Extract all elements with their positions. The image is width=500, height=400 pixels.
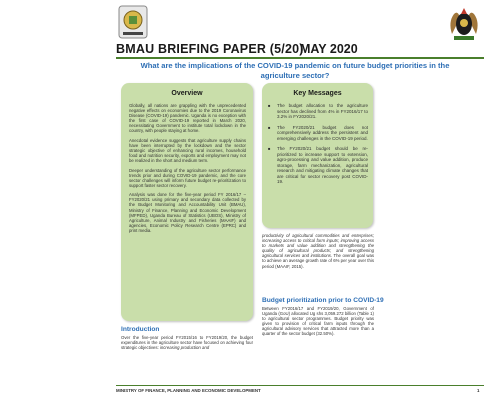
budget-prioritization-heading: Budget prioritization prior to COVID-19 — [262, 297, 384, 304]
paper-title: BMAU BRIEFING PAPER (5/20) — [116, 42, 304, 56]
uganda-coat-of-arms-icon — [444, 4, 484, 44]
paper-question: What are the implications of the COVID-19 pandemic on future budget priorities in the agriculture sector? — [140, 61, 450, 80]
key-messages-title: Key Messages — [293, 90, 342, 97]
page-number: 1 — [477, 388, 480, 393]
key-message-item: ■ The FY2020/21 budget should be re-prioritized to increase support to extension, agro-processing and value addition, produce storage, farm mechanization, agricultural research and mitigating climate changes that are critical for sector recovery post COVID-19. — [268, 146, 368, 185]
intro-continuation — [262, 233, 374, 269]
overview-paragraph: Analysis was done for the five-year period FY 2016/17 – FY2020/21 using primary and secondary data collected by the Budget Monitoring and Accountability Unit (BMAU), Ministry of Finance, Planning and Economic Development (MFPED), Uganda Bureau of Statistics (UBOS), Ministry of Agriculture, Animal Industry and Fisheries (MAAIF) and agencies, Economic Policy Research Centre (EPRC) and print media. — [129, 192, 246, 233]
ministry-emblem-icon — [116, 4, 150, 40]
title-divider — [116, 57, 484, 59]
overview-title: Overview — [171, 90, 203, 97]
footer-divider — [116, 385, 484, 386]
introduction-text — [121, 335, 253, 350]
key-message-item: ■ The budget allocation to the agriculture sector has declined from 4% in FY2016/17 to 3.2% in FY2020/21. — [268, 103, 368, 120]
key-messages-box — [262, 83, 373, 228]
overview-text — [129, 103, 246, 237]
paper-date: MAY 2020 — [300, 42, 358, 56]
continuation-plain-text: The overall goal was to achieve an average growth rate of 6% per year over this period (MAAIF, 2015). — [262, 253, 374, 269]
header-bar — [116, 4, 484, 42]
key-message-item: ■ The FY2020/21 budget does not comprehensively address the persistent and emerging challenges in the COVID-19 period. — [268, 125, 368, 142]
overview-paragraph: Anecdotal evidence suggests that agriculture supply chains have been interrupted by the lockdown and the sector strategic objective of enhancing rural incomes, household food and nutrition security, exports and employment may not be realized in the short and medium term. — [129, 137, 246, 164]
overview-paragraph: Globally, all nations are grappling with the unprecedented negative effects on economies due to the 2019 Coronavirus Disease (COVID-19) pandemic. Uganda is no exception with the first case of COVID-19 reported in March 2020, necessitating Government to institute total lockdown in the country, with people staying at home. — [129, 103, 246, 134]
overview-box — [121, 83, 253, 321]
introduction-heading: Introduction — [121, 326, 160, 333]
footer-ministry: MINISTRY OF FINANCE, PLANNING AND ECONOMIC DEVELOPMENT — [116, 388, 261, 393]
introduction-italic-text: increasing production and — [159, 345, 210, 351]
key-messages-list — [268, 103, 368, 190]
overview-paragraph: Deeper understanding of the agriculture sector performance trends prior and during COVID-19 pandemic, and the core sector challenges will inform future budget re-prioritization to support faster sector recovery. — [129, 167, 246, 188]
continuation-italic-text: productivity of agricultural commodities and enterprises; increasing access to critical farm inputs; improving access to markets and value addition and strengthening the quality of agricultural products; and strengthening agricultural services and institutions. — [262, 233, 374, 259]
budget-prioritization-text: Between FY2016/17 and FY2019/20, Government of Uganda (GoU) allocated Ug shs 3,059.272 billion (Table 1) to agricultural sector programmes. Budget priority was given to provision of critical farm inputs through the agricultural advisory services that attracted more than a quarter of the sector budget (32.50%). — [262, 306, 374, 337]
introduction-plain-text: Over the five-year period FY2015/16 to FY2019/20, the budget expenditures in the agriculture sector have focused on achieving four strategic objectives: — [121, 335, 253, 351]
